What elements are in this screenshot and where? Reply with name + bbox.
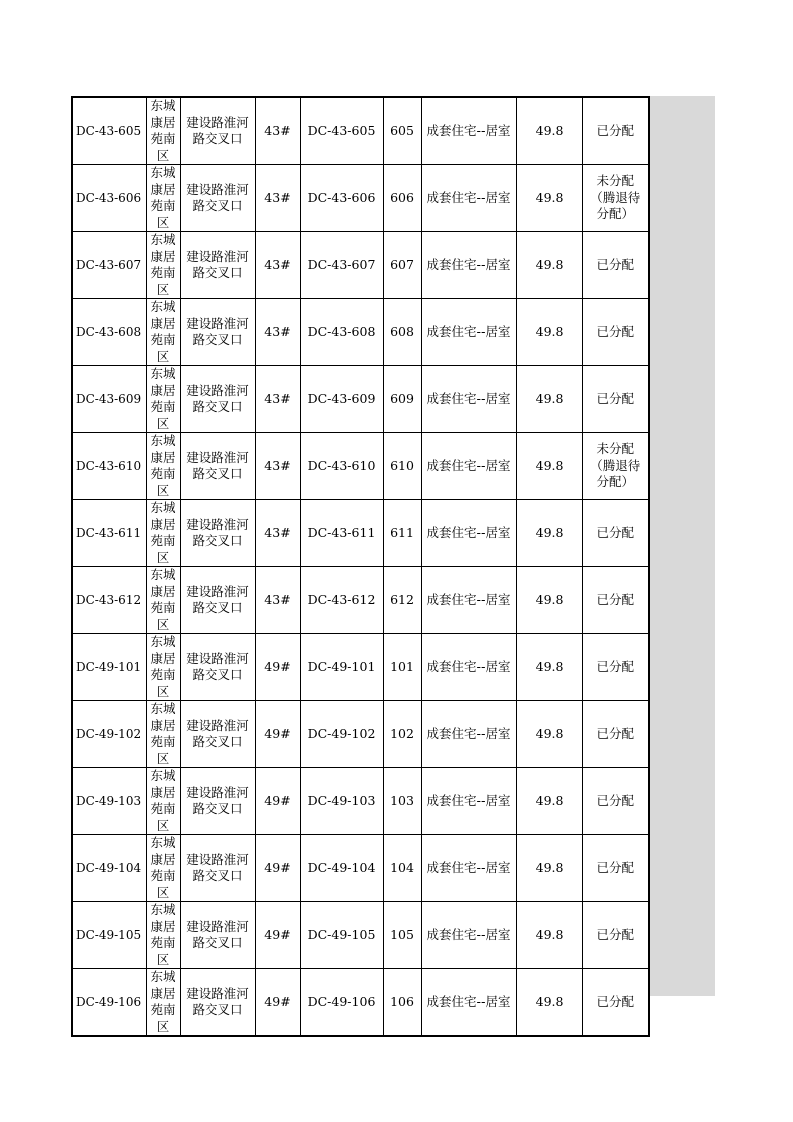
cell-location: 建设路淮河路交叉口: [180, 969, 255, 1037]
cell-id: DC-49-103: [72, 768, 146, 835]
cell-location: 建设路淮河路交叉口: [180, 366, 255, 433]
cell-size: 49.8: [516, 165, 582, 232]
cell-type: 成套住宅--居室: [421, 701, 516, 768]
cell-room: 106: [383, 969, 421, 1037]
cell-room: 609: [383, 366, 421, 433]
cell-house-no: DC-43-612: [300, 567, 383, 634]
cell-type: 成套住宅--居室: [421, 500, 516, 567]
cell-size: 49.8: [516, 366, 582, 433]
cell-house-no: DC-49-105: [300, 902, 383, 969]
table-row: [72, 165, 649, 232]
sheet-gray-margin: [647, 96, 715, 996]
cell-house-no: DC-43-608: [300, 299, 383, 366]
cell-building: 49#: [255, 835, 300, 902]
cell-house-no: DC-49-104: [300, 835, 383, 902]
cell-location: 建设路淮河路交叉口: [180, 567, 255, 634]
cell-building: 43#: [255, 299, 300, 366]
cell-size: 49.8: [516, 433, 582, 500]
cell-area: 东城康居苑南区: [146, 701, 180, 768]
cell-id: DC-43-612: [72, 567, 146, 634]
cell-type: 成套住宅--居室: [421, 768, 516, 835]
table-row: [72, 902, 649, 969]
table-row: [72, 366, 649, 433]
cell-status: 已分配: [582, 232, 649, 299]
table-row: [72, 500, 649, 567]
cell-area: 东城康居苑南区: [146, 232, 180, 299]
cell-building: 49#: [255, 634, 300, 701]
cell-id: DC-49-105: [72, 902, 146, 969]
cell-building: 49#: [255, 768, 300, 835]
cell-building: 43#: [255, 433, 300, 500]
cell-location: 建设路淮河路交叉口: [180, 835, 255, 902]
cell-house-no: DC-49-106: [300, 969, 383, 1037]
cell-room: 610: [383, 433, 421, 500]
cell-status: 已分配: [582, 835, 649, 902]
cell-location: 建设路淮河路交叉口: [180, 232, 255, 299]
cell-status: 已分配: [582, 701, 649, 768]
cell-location: 建设路淮河路交叉口: [180, 902, 255, 969]
cell-type: 成套住宅--居室: [421, 902, 516, 969]
table-row: [72, 701, 649, 768]
cell-area: 东城康居苑南区: [146, 500, 180, 567]
cell-room: 606: [383, 165, 421, 232]
cell-size: 49.8: [516, 500, 582, 567]
cell-type: 成套住宅--居室: [421, 366, 516, 433]
cell-size: 49.8: [516, 969, 582, 1037]
cell-room: 102: [383, 701, 421, 768]
cell-type: 成套住宅--居室: [421, 299, 516, 366]
cell-building: 49#: [255, 902, 300, 969]
cell-house-no: DC-43-609: [300, 366, 383, 433]
cell-type: 成套住宅--居室: [421, 835, 516, 902]
cell-room: 105: [383, 902, 421, 969]
cell-location: 建设路淮河路交叉口: [180, 500, 255, 567]
cell-type: 成套住宅--居室: [421, 232, 516, 299]
cell-location: 建设路淮河路交叉口: [180, 433, 255, 500]
cell-id: DC-43-607: [72, 232, 146, 299]
cell-status: 未分配（腾退待分配）: [582, 433, 649, 500]
cell-size: 49.8: [516, 768, 582, 835]
cell-type: 成套住宅--居室: [421, 567, 516, 634]
cell-size: 49.8: [516, 634, 582, 701]
cell-area: 东城康居苑南区: [146, 969, 180, 1037]
cell-type: 成套住宅--居室: [421, 969, 516, 1037]
cell-building: 43#: [255, 500, 300, 567]
cell-building: 43#: [255, 97, 300, 165]
cell-area: 东城康居苑南区: [146, 433, 180, 500]
cell-status: 已分配: [582, 969, 649, 1037]
cell-room: 101: [383, 634, 421, 701]
cell-room: 612: [383, 567, 421, 634]
cell-house-no: DC-49-103: [300, 768, 383, 835]
cell-building: 49#: [255, 701, 300, 768]
cell-id: DC-49-102: [72, 701, 146, 768]
table-row: [72, 567, 649, 634]
cell-id: DC-49-106: [72, 969, 146, 1037]
cell-area: 东城康居苑南区: [146, 768, 180, 835]
cell-house-no: DC-43-610: [300, 433, 383, 500]
table-row: [72, 299, 649, 366]
cell-room: 607: [383, 232, 421, 299]
cell-id: DC-43-609: [72, 366, 146, 433]
table-row: [72, 232, 649, 299]
cell-type: 成套住宅--居室: [421, 97, 516, 165]
cell-house-no: DC-43-605: [300, 97, 383, 165]
table-row: [72, 97, 649, 165]
cell-size: 49.8: [516, 835, 582, 902]
cell-room: 608: [383, 299, 421, 366]
cell-area: 东城康居苑南区: [146, 634, 180, 701]
cell-building: 49#: [255, 969, 300, 1037]
cell-area: 东城康居苑南区: [146, 835, 180, 902]
cell-building: 43#: [255, 567, 300, 634]
cell-status: 未分配（腾退待分配）: [582, 165, 649, 232]
cell-area: 东城康居苑南区: [146, 567, 180, 634]
cell-size: 49.8: [516, 97, 582, 165]
cell-building: 43#: [255, 366, 300, 433]
cell-status: 已分配: [582, 567, 649, 634]
cell-size: 49.8: [516, 567, 582, 634]
cell-location: 建设路淮河路交叉口: [180, 701, 255, 768]
table-row: [72, 835, 649, 902]
cell-id: DC-43-605: [72, 97, 146, 165]
cell-status: 已分配: [582, 366, 649, 433]
cell-house-no: DC-43-607: [300, 232, 383, 299]
cell-status: 已分配: [582, 902, 649, 969]
cell-status: 已分配: [582, 768, 649, 835]
cell-house-no: DC-43-611: [300, 500, 383, 567]
cell-location: 建设路淮河路交叉口: [180, 165, 255, 232]
cell-room: 104: [383, 835, 421, 902]
cell-area: 东城康居苑南区: [146, 902, 180, 969]
cell-id: DC-43-611: [72, 500, 146, 567]
cell-status: 已分配: [582, 634, 649, 701]
table-row: [72, 969, 649, 1037]
cell-size: 49.8: [516, 232, 582, 299]
cell-room: 605: [383, 97, 421, 165]
cell-building: 43#: [255, 232, 300, 299]
cell-type: 成套住宅--居室: [421, 634, 516, 701]
cell-area: 东城康居苑南区: [146, 366, 180, 433]
cell-type: 成套住宅--居室: [421, 433, 516, 500]
cell-building: 43#: [255, 165, 300, 232]
cell-location: 建设路淮河路交叉口: [180, 97, 255, 165]
cell-house-no: DC-43-606: [300, 165, 383, 232]
cell-size: 49.8: [516, 701, 582, 768]
cell-id: DC-43-610: [72, 433, 146, 500]
cell-house-no: DC-49-101: [300, 634, 383, 701]
cell-id: DC-49-101: [72, 634, 146, 701]
table-body: [72, 97, 649, 1036]
cell-house-no: DC-49-102: [300, 701, 383, 768]
cell-size: 49.8: [516, 902, 582, 969]
cell-status: 已分配: [582, 500, 649, 567]
table-row: [72, 634, 649, 701]
cell-id: DC-43-606: [72, 165, 146, 232]
cell-id: DC-49-104: [72, 835, 146, 902]
table-row: [72, 768, 649, 835]
cell-room: 611: [383, 500, 421, 567]
cell-area: 东城康居苑南区: [146, 97, 180, 165]
cell-type: 成套住宅--居室: [421, 165, 516, 232]
cell-area: 东城康居苑南区: [146, 165, 180, 232]
cell-location: 建设路淮河路交叉口: [180, 768, 255, 835]
cell-status: 已分配: [582, 299, 649, 366]
cell-location: 建设路淮河路交叉口: [180, 299, 255, 366]
table-row: [72, 433, 649, 500]
cell-location: 建设路淮河路交叉口: [180, 634, 255, 701]
cell-id: DC-43-608: [72, 299, 146, 366]
cell-size: 49.8: [516, 299, 582, 366]
housing-table: [71, 96, 650, 1037]
cell-status: 已分配: [582, 97, 649, 165]
cell-room: 103: [383, 768, 421, 835]
cell-area: 东城康居苑南区: [146, 299, 180, 366]
